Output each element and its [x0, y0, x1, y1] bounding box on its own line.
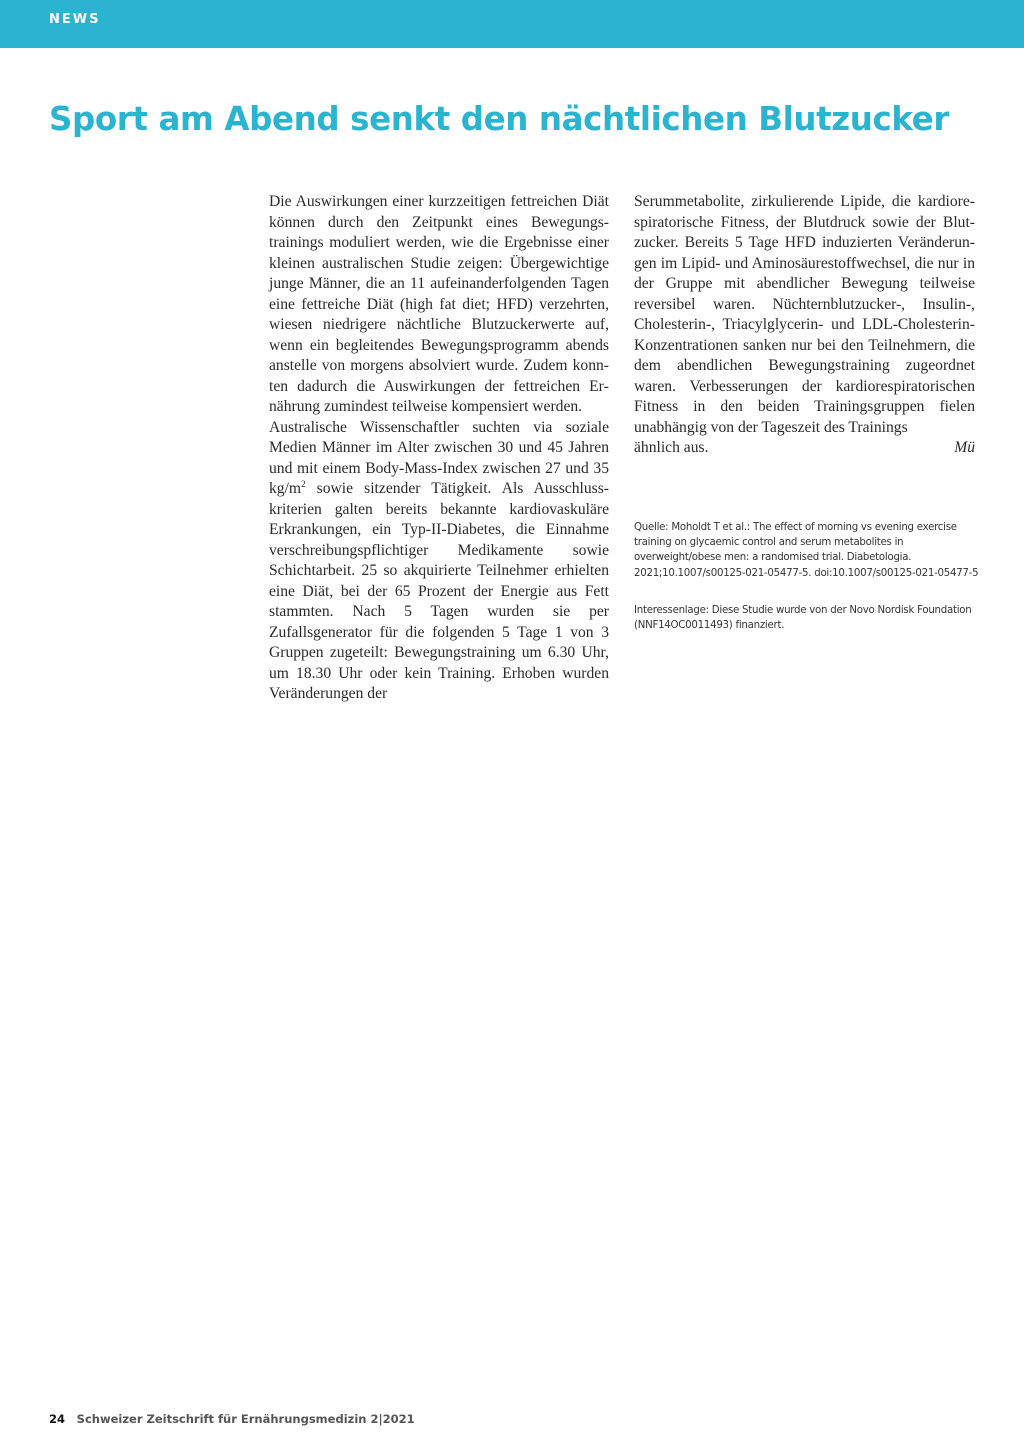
article-column-right: [634, 192, 975, 459]
article-closing-words: ähnlich aus.: [634, 439, 709, 456]
article-paragraph-1: Die Auswirkungen einer kurzzeitigen fettreichen Diät können durch den Zeitpunkt eines Bewegungstrainings moduliert werden, wie die Ergebnisse einer kleinen australischen Studie zeigen: Übergewichtige junge Männer, die an 11 aufeinanderfolgenden Tagen eine fettreiche Diät (high fat diet; HFD) verzehrten, wiesen niedrigere nächtliche Blutzuckerwerte auf, wenn ein begleitendes Bewegungsprogramm abends anstelle von morgens absolviert wurde. Zudem konnten dadurch die Auswirkungen der fettreichen Ernährung zumindest teilweise kompensiert werden.: [269, 193, 609, 415]
header-bar: [0, 0, 1024, 48]
article-column-left: [269, 192, 609, 705]
article-title: Sport am Abend senkt den nächtlichen Blutzucker: [49, 100, 950, 138]
conflict-of-interest-note: Interessenlage: Diese Studie wurde von der Novo Nordisk Foundation (NNF14OC0011493) finanziert.: [634, 605, 972, 632]
superscript-exponent: 2: [301, 478, 306, 489]
article-paragraph-2: [269, 418, 609, 705]
section-label: NEWS: [49, 12, 101, 27]
source-note: Quelle: Moholdt T et al.: The effect of morning vs evening exercise training on glycaemic control and serum metabolites in overweight/obese men: a randomised trial. Diabetologia. 2021;10.1007/s00125-021-05477-5. doi:10.1007/s00125-021-05477-5: [634, 522, 979, 579]
paragraph-2-text-a: Australische Wissenschaftler suchten via soziale Medien Männer im Alter zwischen 30 und 45 Jahren und mit einem Body-Mass-Index zwischen 27 und 35 kg/m: [269, 418, 609, 497]
article-paragraph-3: Serummetabolite, zirkulierende Lipide, die kardiorespiratorische Fitness, der Blutdruck sowie der Blutzucker. Bereits 5 Tage HFD induzierten Veränderungen im Lipid- und Aminosäurestoffwechsel, die nur in der Gruppe mit abendlicher Bewegung teilweise reversibel waren. Nüchternblutzucker-, Insulin-, Cholesterin-, Triacylglycerin- und LDL-Cholesterin-Konzentrationen sanken nur bei den Teilnehmern, die dem abendlichen Bewegungstraining zugeordnet waren. Verbesserungen der kardiorespiratorischen Fitness in den beiden Trainingsgruppen fielen unabhängig von der Tageszeit des Trainings: [634, 193, 975, 436]
page-footer: [49, 1412, 415, 1426]
page-number: 24: [49, 1412, 66, 1426]
journal-name: Schweizer Zeitschrift für Ernährungsmedizin 2|2021: [76, 1412, 415, 1426]
article-closing-line: [634, 438, 975, 459]
author-initials: Mü: [954, 439, 975, 456]
paragraph-2-text-b: sowie sitzender Tätigkeit. Als Ausschlusskriterien galten bereits bekannte kardiovaskuläre Erkrankungen, ein Typ-II-Diabetes, die Einnahme verschreibungspflichtiger Medikamente sowie Schichtarbeit. 25 so akquirierte Teilnehmer erhielten eine Diät, bei der 65 Prozent der Energie aus Fett stammten. Nach 5 Tagen wurden sie per Zufallsgenerator für die folgenden 5 Tage 1 von 3 Gruppen zugeteilt: Bewegungstraining um 6.30 Uhr, um 18.30 Uhr oder kein Training. Erhoben wurden Veränderungen der: [269, 480, 609, 702]
